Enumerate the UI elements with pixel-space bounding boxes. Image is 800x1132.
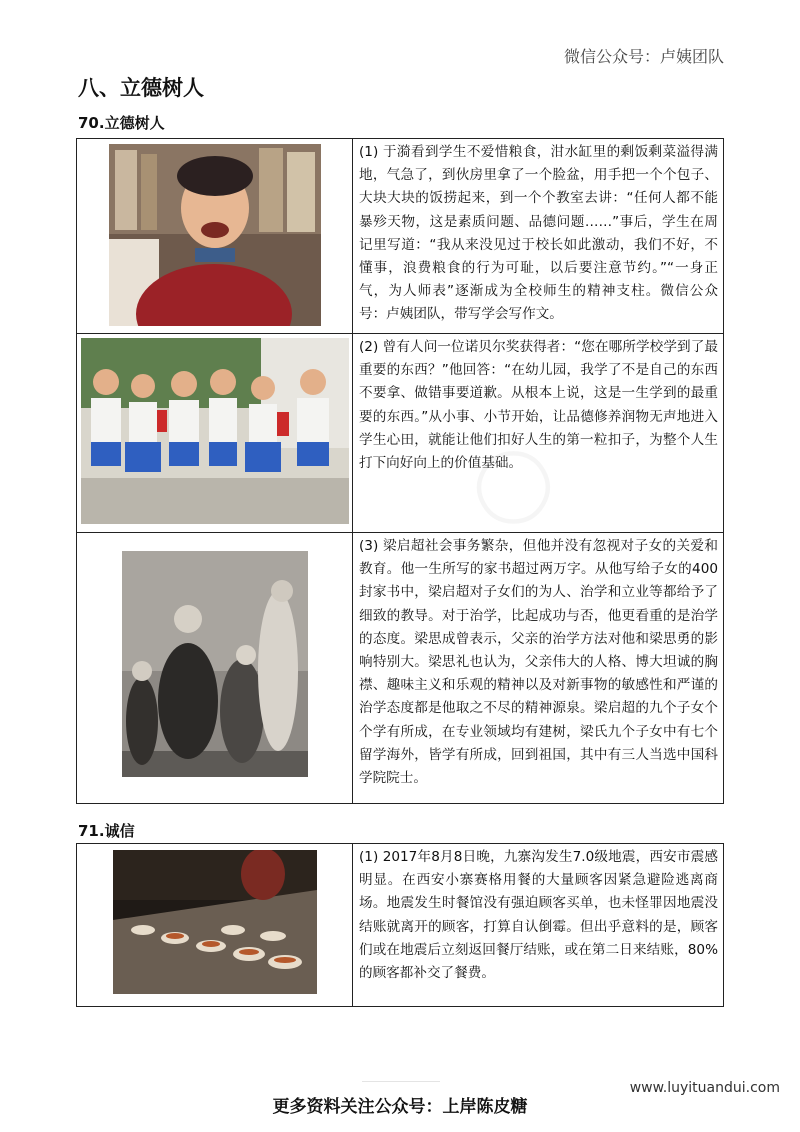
photo-cell (77, 139, 353, 334)
material-table-2 (76, 843, 724, 1007)
material-text: (2) 曾有人问一位诺贝尔奖获得者：“您在哪所学校学到了最重要的东西？”他回答：“在幼儿园，我学了不是自己的东西不要拿、做错事要道歉。从根本上说，这是一生学到的最重要的东西。”从小事、小节开始，让品德修养润物无声地进入学生心田，就能让他们扣好人生的第一粒扣子，为整个人生打下向好向上的价值基础。 (353, 334, 724, 533)
liang-family-photo (122, 551, 308, 777)
kindergarten-children-photo (81, 338, 349, 524)
footer-promo-note: 更多资料关注公众号：上岸陈皮糖 (272, 1097, 528, 1117)
table-row (77, 139, 724, 334)
table-row (77, 844, 724, 1007)
material-table-1 (76, 138, 724, 804)
topic-title-integrity-education: 70.立德树人 (78, 114, 165, 132)
material-text: (1) 于漪看到学生不爱惜粮食，泔水缸里的剩饭剩菜溢得满地，气急了，到伙房里拿了一个脸盆，用手把一个个包子、大块大块的饭捞起来，到一个个教室去讲：“任何人都不能暴殄天物，这是素质问题、品德问题……”事后，学生在周记里写道：“我从来没见过于校长如此激动，我们不好，不懂事，浪费粮食的行为可耻，以后要注意节约。”“一身正气，为人师表”逐渐成为全校师生的精神支柱。微信公众号：卢姨团队，带写学会写作文。 (353, 139, 724, 334)
restaurant-table-photo (113, 850, 317, 994)
topic-title-honesty: 71.诚信 (78, 822, 135, 840)
table-row (77, 334, 724, 533)
footer-divider (362, 1081, 440, 1082)
section-title: 八、立德树人 (78, 76, 204, 100)
table-row (77, 533, 724, 804)
site-url[interactable]: www.luyituandui.com (629, 1080, 780, 1096)
material-text: (3) 梁启超社会事务繁杂，但他并没有忽视对子女的关爱和教育。他一生所写的家书超过两万字。从他写给子女的400封家书中，梁启超对子女们的为人、治学和立业等都给予了细致的教导。对于治学，比起成功与否，他更看重的是治学的态度。梁思成曾表示，父亲的治学方法对他和梁思勇的影响特别大。梁思礼也认为，父亲伟大的人格、博大坦诚的胸襟、趣味主义和乐观的精神以及对新事物的敏感性和严谨的治学态度都是他取之不尽的精神源泉。梁启超的九个子女个个学有所成，在专业领域均有建树，梁氏九个子女中有七个留学海外，皆学有所成，回到祖国，其中有三人当选中国科学院院士。 (353, 533, 724, 804)
account-header: 微信公众号：卢姨团队 (563, 47, 724, 66)
photo-cell (77, 334, 353, 533)
photo-cell (77, 533, 353, 804)
elderly-teacher-photo (109, 144, 321, 326)
material-text: (1) 2017年8月8日晚，九寨沟发生7.0级地震，西安市震感明显。在西安小寨赛格用餐的大量顾客因紧急避险逃离商场。地震发生时餐馆没有强迫顾客买单，也未怪罪因地震没结账就离开的顾客，打算自认倒霉。但出乎意料的是，顾客们或在地震后立刻返回餐厅结账，或在第二日来结账，80%的顾客都补交了餐费。 (353, 844, 724, 1007)
photo-cell (77, 844, 353, 1007)
